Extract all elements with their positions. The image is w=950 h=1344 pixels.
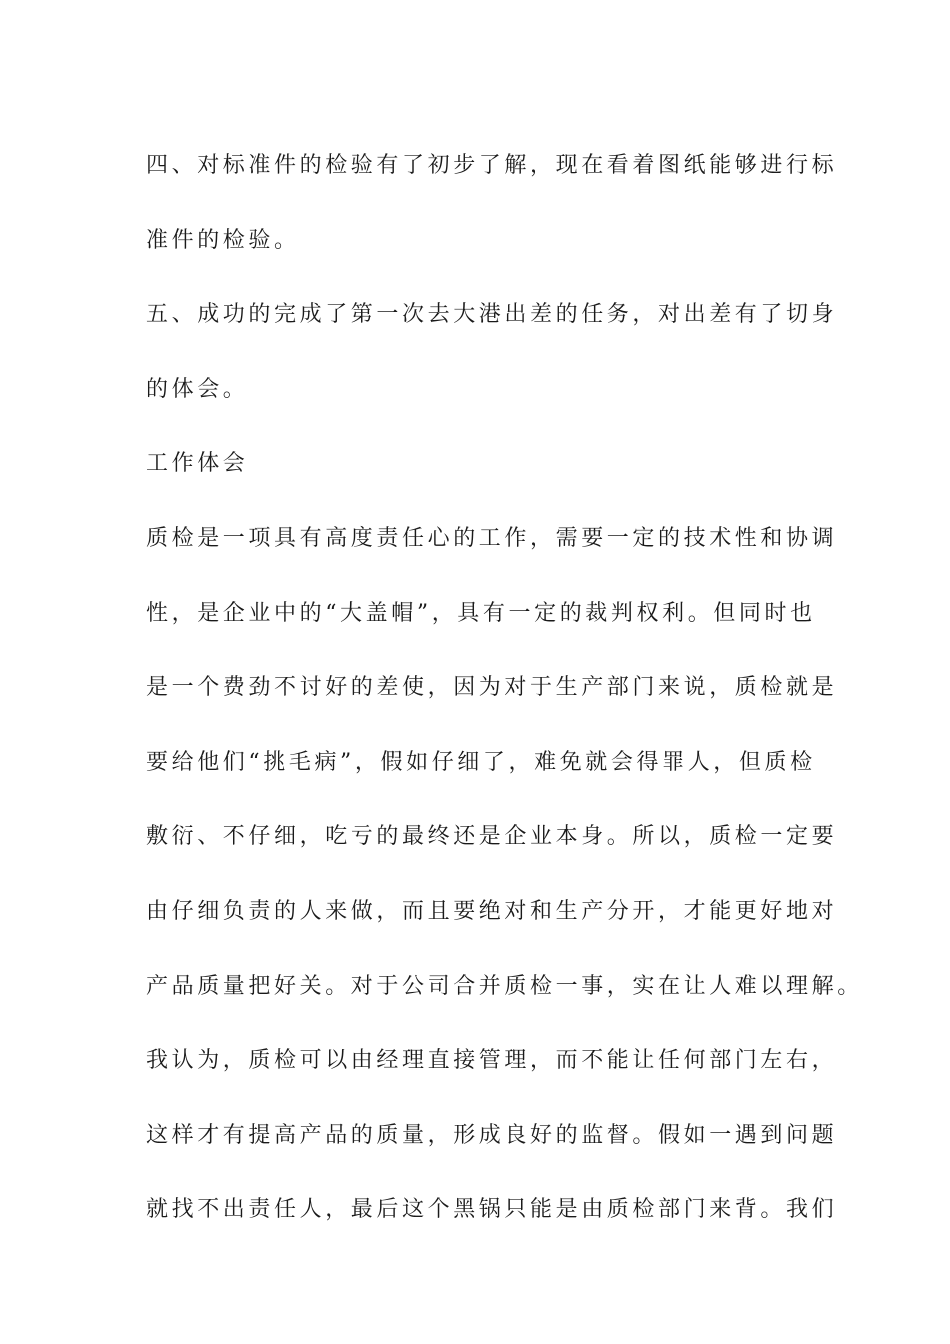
text-line: 由仔细负责的人来做，而且要绝对和生产分开，才能更好地对 xyxy=(146,898,838,924)
text-line: 我认为，质检可以由经理直接管理，而不能让任何部门左右， xyxy=(146,1048,838,1074)
text-line: 性，是企业中的“大盖帽”，具有一定的裁判权利。但同时也 xyxy=(146,600,816,626)
text-line: 产品质量把好关。对于公司合并质检一事，实在让人难以理解。 xyxy=(146,973,863,999)
text-line: 四、对标准件的检验有了初步了解，现在看着图纸能够进行标 xyxy=(146,153,838,178)
text-line: 的体会。 xyxy=(146,376,249,402)
section-heading: 工作体会 xyxy=(146,451,249,477)
text-line: 准件的检验。 xyxy=(146,227,300,253)
body-text xyxy=(146,129,866,1248)
text-line: 五、成功的完成了第一次去大港出差的任务，对出差有了切身 xyxy=(146,302,838,328)
text-line: 质检是一项具有高度责任心的工作，需要一定的技术性和协调 xyxy=(146,525,838,551)
text-line: 要给他们“挑毛病”，假如仔细了，难免就会得罪人，但质检 xyxy=(146,749,816,775)
text-line: 敷衍、不仔细，吃亏的最终还是企业本身。所以，质检一定要 xyxy=(146,824,838,850)
text-line: 是一个费劲不讨好的差使，因为对于生产部门来说，质检就是 xyxy=(146,675,838,701)
text-line: 这样才有提高产品的质量，形成良好的监督。假如一遇到问题 xyxy=(146,1122,838,1148)
text-line: 就找不出责任人，最后这个黑锅只能是由质检部门来背。我们 xyxy=(146,1197,838,1223)
